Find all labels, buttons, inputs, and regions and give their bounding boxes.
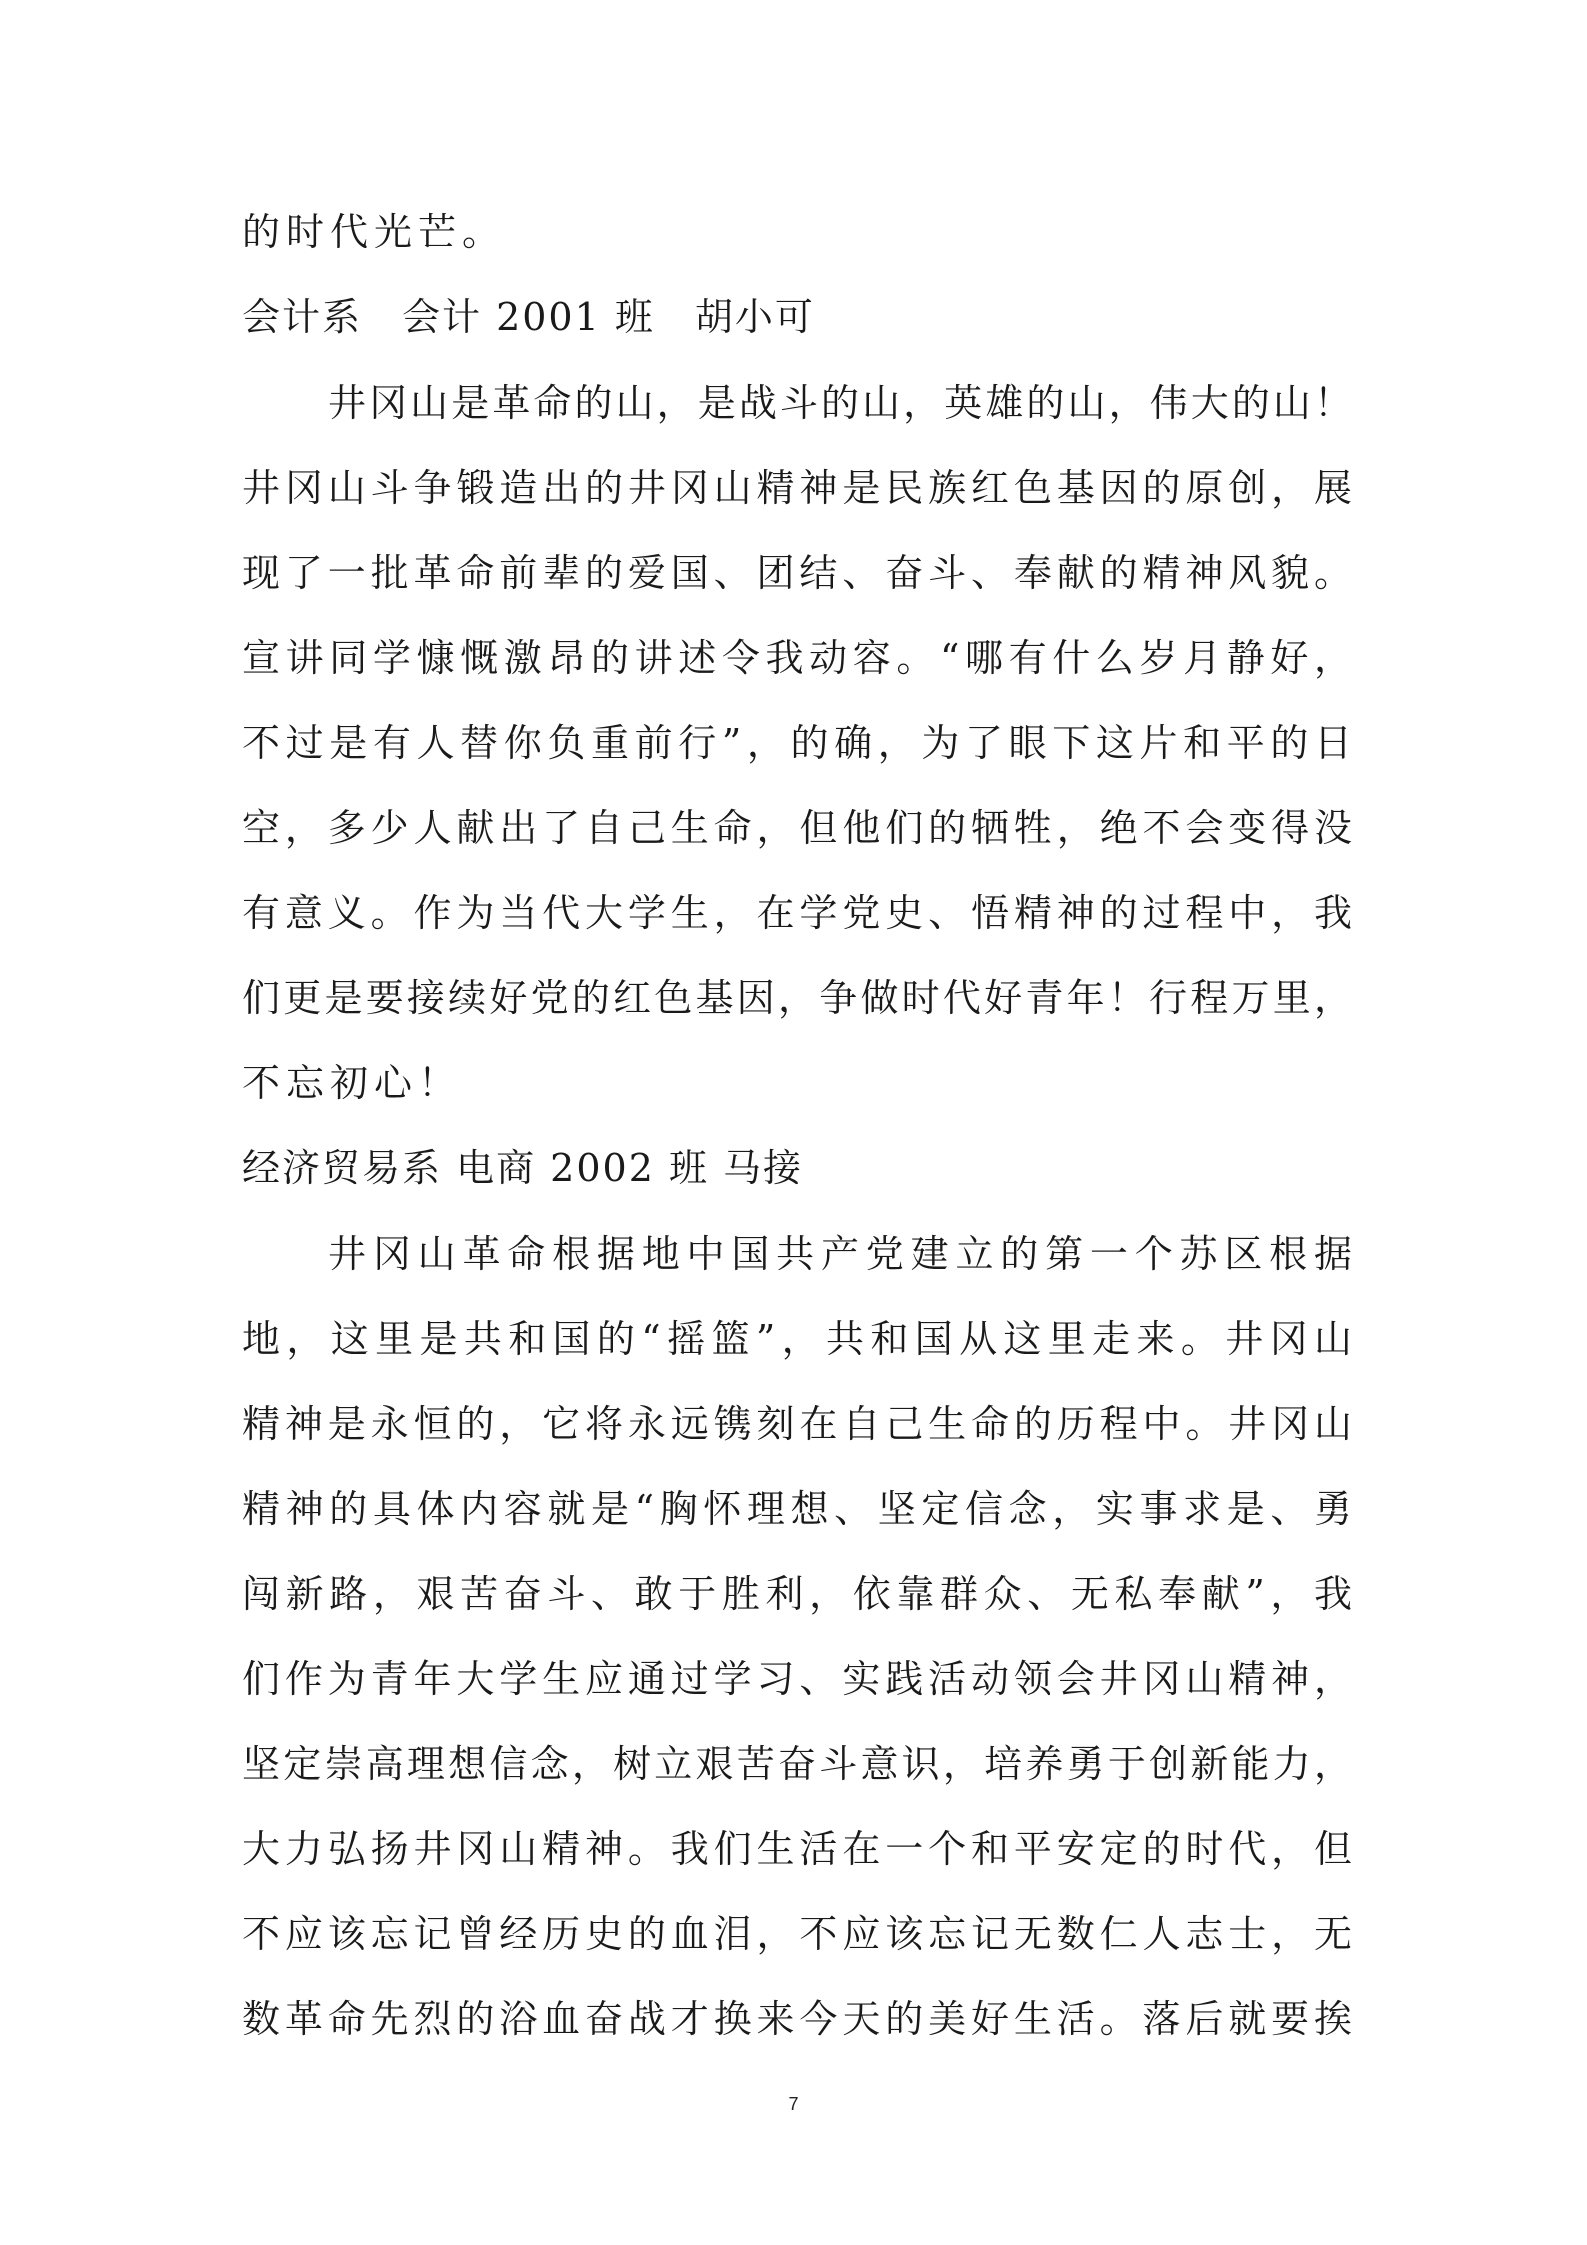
closing-line: 的时代光芒。 [242, 210, 507, 254]
paragraph-line: 数革命先烈的浴血奋战才换来今天的美好生活。落后就要挨 [242, 1997, 1352, 2041]
paragraph-line: 不应该忘记曾经历史的血泪，不应该忘记无数仁人志士，无 [242, 1912, 1352, 1956]
page-number: 7 [788, 2094, 799, 2114]
paragraph-line: 有意义。作为当代大学生，在学党史、悟精神的过程中，我 [242, 891, 1352, 935]
paragraph-line: 大力弘扬井冈山精神。我们生活在一个和平安定的时代，但 [242, 1827, 1352, 1871]
paragraph-line: 地，这里是共和国的“摇篮”，共和国从这里走来。井冈山 [242, 1317, 1352, 1361]
section-heading-accounting: 会计系 会计 2001 班 胡小可 [242, 295, 815, 339]
paragraph-line: 精神的具体内容就是“胸怀理想、坚定信念，实事求是、勇 [242, 1487, 1352, 1531]
paragraph-line: 们作为青年大学生应通过学习、实践活动领会井冈山精神， [242, 1657, 1352, 1701]
paragraph-line: 不忘初心！ [242, 1061, 463, 1105]
paragraph-line: 精神是永恒的，它将永远镌刻在自己生命的历程中。井冈山 [242, 1402, 1352, 1446]
paragraph-line: 们更是要接续好党的红色基因，争做时代好青年！行程万里， [242, 976, 1352, 1020]
paragraph-line: 井冈山是革命的山，是战斗的山，英雄的山，伟大的山！ [328, 381, 1352, 425]
paragraph-line: 空，多少人献出了自己生命，但他们的牺牲，绝不会变得没 [242, 806, 1352, 850]
paragraph-line: 不过是有人替你负重前行”，的确，为了眼下这片和平的日 [242, 721, 1352, 765]
paragraph-line: 井冈山斗争锻造出的井冈山精神是民族红色基因的原创，展 [242, 466, 1352, 510]
paragraph-line: 闯新路，艰苦奋斗、敢于胜利，依靠群众、无私奉献”，我 [242, 1572, 1352, 1616]
section-heading-ecommerce: 经济贸易系 电商 2002 班 马接 [242, 1146, 804, 1190]
paragraph-line: 现了一批革命前辈的爱国、团结、奋斗、奉献的精神风貌。 [242, 551, 1352, 595]
paragraph-line: 井冈山革命根据地中国共产党建立的第一个苏区根据 [328, 1232, 1352, 1276]
paragraph-line: 宣讲同学慷慨激昂的讲述令我动容。“哪有什么岁月静好， [242, 636, 1352, 680]
paragraph-line: 坚定崇高理想信念，树立艰苦奋斗意识，培养勇于创新能力， [242, 1742, 1352, 1786]
